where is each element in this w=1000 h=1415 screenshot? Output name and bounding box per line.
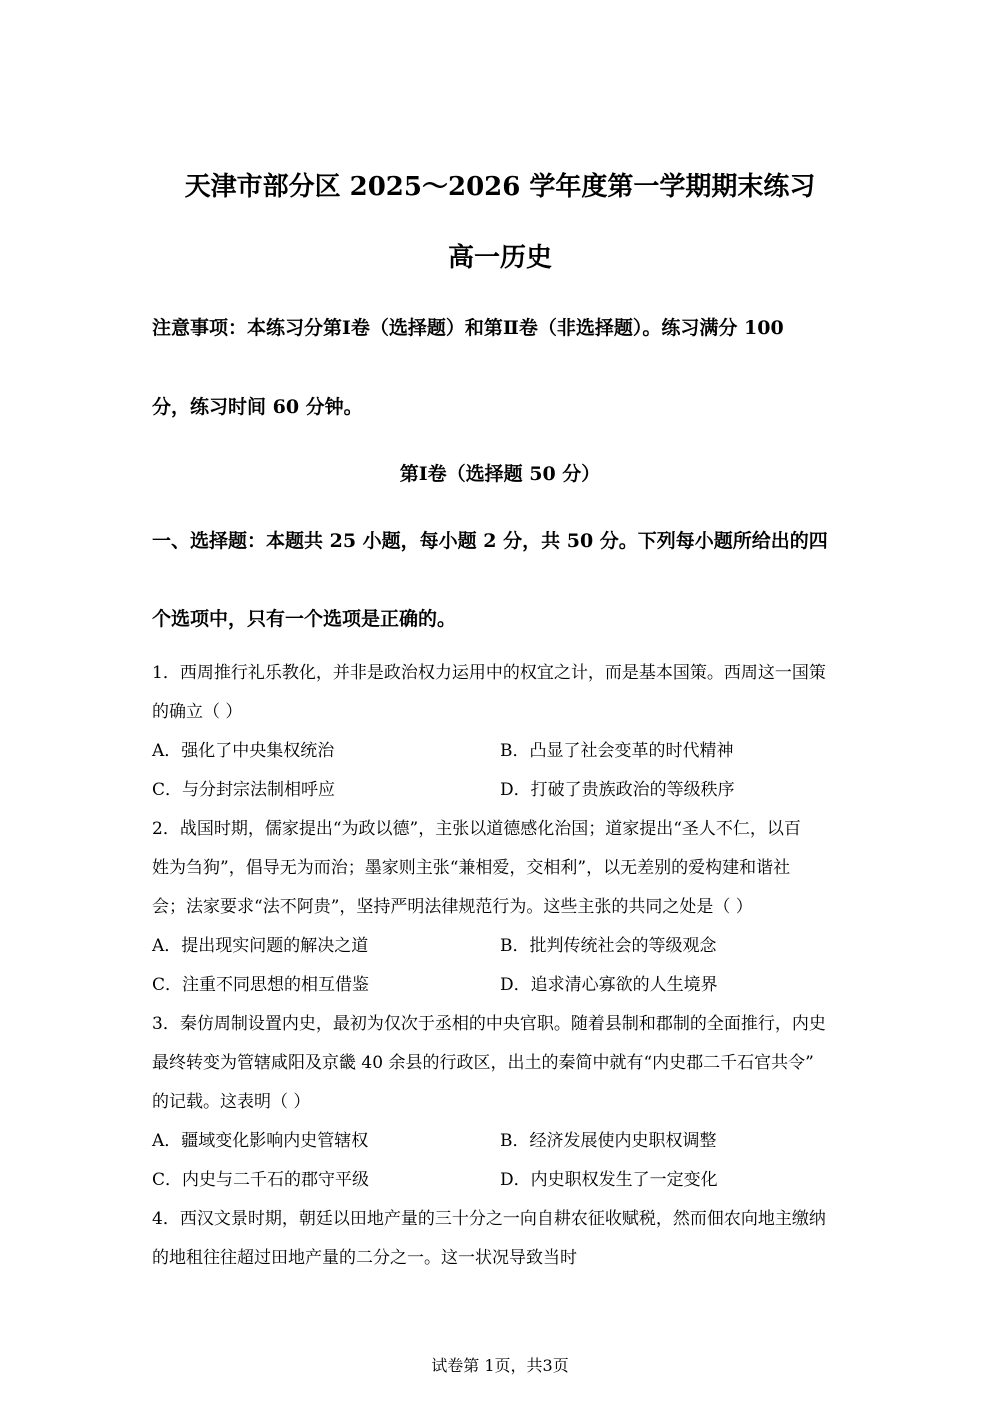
subject-title: 高一历史: [447, 243, 552, 273]
option-d: D．追求清心寡欲的人生境界: [500, 975, 718, 995]
option-d: D．打破了贵族政治的等级秩序: [500, 780, 735, 800]
question-text-line: 的记载。这表明（ ）: [152, 1092, 311, 1112]
section-heading: 第Ⅰ卷（选择题 50 分）: [399, 463, 601, 485]
option-b: B．凸显了社会变革的时代精神: [500, 741, 734, 761]
question-text-line: 4．西汉文景时期，朝廷以田地产量的三十分之一向自耕农征收赋税，然而佃农向地主缴纳: [152, 1209, 826, 1229]
question-text-line: 2．战国时期，儒家提出“为政以德”，主张以道德感化治国；道家提出“圣人不仁，以百: [152, 819, 801, 839]
option-c: C．注重不同思想的相互借鉴: [152, 975, 370, 995]
option-b: B．经济发展使内史职权调整: [500, 1131, 717, 1151]
question-text-line: 的确立（ ）: [152, 702, 243, 722]
exam-title: 天津市部分区 2025～2026 学年度第一学期期末练习: [184, 172, 816, 202]
instruction-line-1: 一、选择题：本题共 25 小题，每小题 2 分，共 50 分。下列每小题所给出的四: [152, 530, 828, 552]
option-d: D．内史职权发生了一定变化: [500, 1170, 718, 1190]
option-a: A．疆域变化影响内史管辖权: [152, 1131, 369, 1151]
option-a: A．提出现实问题的解决之道: [152, 936, 369, 956]
question-text-line: 姓为刍狗”，倡导无为而治；墨家则主张“兼相爱，交相利”，以无差别的爱构建和谐社: [152, 858, 791, 878]
option-b: B．批判传统社会的等级观念: [500, 936, 717, 956]
question-text-line: 最终转变为管辖咸阳及京畿 40 余县的行政区，出土的秦简中就有“内史郡二千石官共令”: [152, 1053, 814, 1073]
page-footer: 试卷第 1页，共3页: [431, 1356, 569, 1375]
question-text-line: 的地租往往超过田地产量的二分之一。这一状况导致当时: [152, 1248, 577, 1268]
option-a: A．强化了中央集权统治: [152, 741, 335, 761]
notice-line-2: 分，练习时间 60 分钟。: [152, 396, 363, 418]
option-c: C．与分封宗法制相呼应: [152, 780, 336, 800]
question-text-line: 3．秦仿周制设置内史，最初为仅次于丞相的中央官职。随着县制和郡制的全面推行，内史: [152, 1014, 826, 1034]
question-text-line: 1．西周推行礼乐教化，并非是政治权力运用中的权宜之计，而是基本国策。西周这一国策: [152, 663, 826, 683]
notice-line-1: 注意事项：本练习分第Ⅰ卷（选择题）和第Ⅱ卷（非选择题）。练习满分 100: [152, 317, 784, 339]
option-c: C．内史与二千石的郡守平级: [152, 1170, 370, 1190]
question-text-line: 会；法家要求“法不阿贵”，坚持严明法律规范行为。这些主张的共同之处是（ ）: [152, 897, 753, 917]
instruction-line-2: 个选项中，只有一个选项是正确的。: [152, 608, 457, 630]
